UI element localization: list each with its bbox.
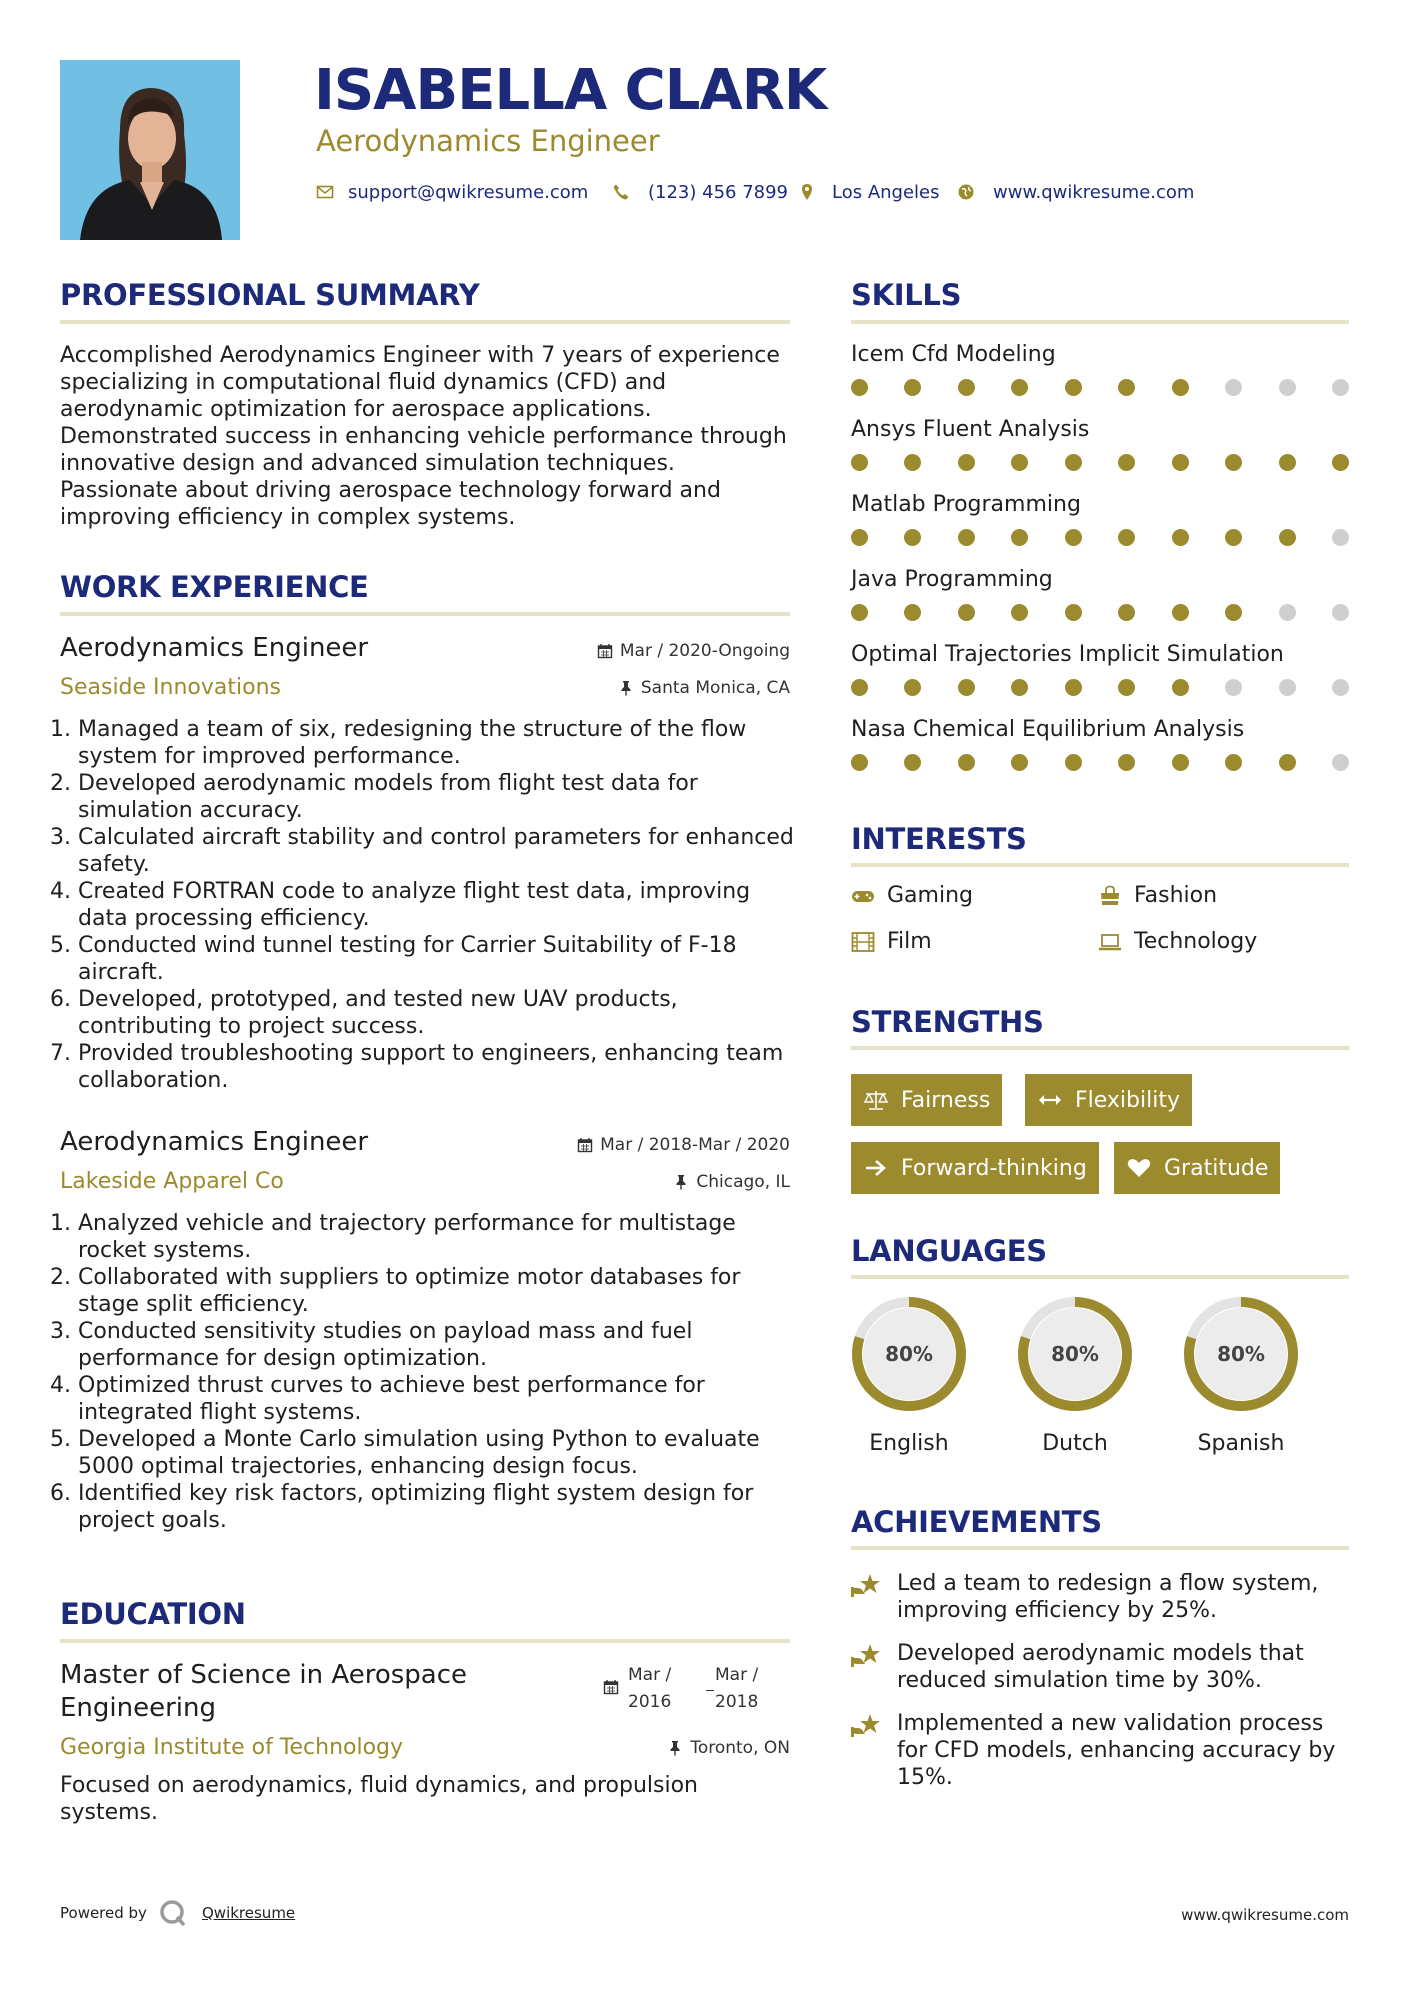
achievement-text: Implemented a new validation process for CFD models, enhancing accuracy by 15%. — [897, 1711, 1336, 1790]
language-name: Dutch — [1042, 1431, 1108, 1456]
language-progress-ring — [848, 1293, 970, 1415]
rating-dot-filled — [1279, 529, 1296, 546]
rating-dot-filled — [958, 529, 975, 546]
list-item: 2. Developed aerodynamic models from flight test data for simulation accuracy. — [78, 770, 798, 824]
rating-dot-filled — [1172, 454, 1189, 471]
skills-heading: SKILLS — [851, 278, 962, 312]
education-heading: EDUCATION — [60, 1597, 246, 1631]
education-end-date — [715, 1662, 758, 1716]
skill-rating — [851, 379, 1349, 396]
candidate-name: ISABELLA CLARK — [314, 58, 827, 123]
rating-dot-filled — [1011, 604, 1028, 621]
skill-rating — [851, 679, 1349, 696]
skill-rating — [851, 454, 1349, 471]
interest-label: Technology — [1134, 929, 1258, 954]
rating-dot-filled — [958, 604, 975, 621]
skill-rating — [851, 529, 1349, 546]
rating-dot-filled — [1172, 379, 1189, 396]
start-month: Mar / — [628, 1665, 672, 1685]
rating-dot-filled — [1172, 679, 1189, 696]
education-location — [480, 1738, 790, 1758]
strength-chip — [851, 1142, 1099, 1194]
education-divider — [60, 1639, 790, 1643]
rating-dot-filled — [851, 604, 868, 621]
degree-title-line1: Master of Science in Aerospace — [60, 1660, 468, 1690]
rating-dot-filled — [1065, 379, 1082, 396]
website-text: www.qwikresume.com — [993, 181, 1195, 203]
rating-dot-filled — [1011, 529, 1028, 546]
rating-dot-filled — [1225, 454, 1242, 471]
rating-dot-filled — [1118, 529, 1135, 546]
rating-dot-filled — [1065, 604, 1082, 621]
skill-name: Java Programming — [851, 567, 1053, 592]
end-month: Mar / — [715, 1665, 759, 1685]
phone-text: (123) 456 7899 — [648, 181, 789, 203]
envelope-icon — [316, 183, 334, 201]
list-item: 5. Conducted wind tunnel testing for Carrier Suitability of F-18 aircraft. — [78, 932, 798, 986]
rating-dot-empty — [1225, 379, 1242, 396]
language-progress-ring — [1180, 1293, 1302, 1415]
interest-item — [1098, 929, 1257, 954]
job-dates — [480, 641, 790, 661]
rating-dot-filled — [1225, 529, 1242, 546]
rating-dot-filled — [1065, 679, 1082, 696]
rating-dot-filled — [958, 454, 975, 471]
star-hand-icon — [851, 1572, 883, 1600]
rating-dot-filled — [1279, 454, 1296, 471]
rating-dot-filled — [1118, 379, 1135, 396]
contact-location — [798, 180, 940, 204]
achievements-heading: ACHIEVEMENTS — [851, 1505, 1102, 1539]
rating-dot-filled — [1118, 754, 1135, 771]
skills-divider — [851, 320, 1349, 324]
rating-dot-filled — [1118, 454, 1135, 471]
arrows-horizontal-icon — [1037, 1089, 1063, 1111]
shopping-bag-icon — [1098, 885, 1122, 907]
phone-icon — [612, 183, 630, 201]
rating-dot-filled — [851, 754, 868, 771]
rating-dot-empty — [1332, 754, 1349, 771]
rating-dot-filled — [1011, 679, 1028, 696]
rating-dot-filled — [851, 454, 868, 471]
calendar-icon — [577, 1137, 593, 1153]
language-item — [1180, 1293, 1302, 1456]
summary-divider — [60, 320, 790, 324]
achievement-text: Developed aerodynamic models that reduced simulation time by 30%. — [897, 1641, 1304, 1693]
list-item: 1. Managed a team of six, redesigning the structure of the flow system for improved performance. — [78, 716, 798, 770]
interest-label: Fashion — [1134, 883, 1218, 908]
skill-name: Ansys Fluent Analysis — [851, 417, 1090, 442]
balance-scale-icon — [863, 1089, 889, 1111]
degree-title-line2: Engineering — [60, 1693, 216, 1723]
skill-name: Nasa Chemical Equilibrium Analysis — [851, 717, 1245, 742]
skill-row — [851, 492, 1349, 567]
strength-label: Forward-thinking — [901, 1155, 1087, 1181]
language-percent: 80% — [1217, 1342, 1265, 1366]
skill-row — [851, 642, 1349, 717]
rating-dot-filled — [1172, 604, 1189, 621]
skill-row — [851, 342, 1349, 417]
job-location-text: Santa Monica, CA — [640, 678, 790, 698]
rating-dot-filled — [1118, 679, 1135, 696]
strengths-heading: STRENGTHS — [851, 1005, 1044, 1039]
language-item — [1014, 1293, 1136, 1456]
list-item: 7. Provided troubleshooting support to engineers, enhancing team collaboration. — [78, 1040, 798, 1094]
rating-dot-filled — [904, 679, 921, 696]
rating-dot-filled — [1172, 754, 1189, 771]
rating-dot-filled — [1065, 754, 1082, 771]
experience-divider — [60, 612, 790, 616]
job-title: Aerodynamics Engineer — [60, 633, 369, 663]
list-item: 5. Developed a Monte Carlo simulation using Python to evaluate 5000 optimal trajectories, enhancing design focus. — [78, 1426, 798, 1480]
interest-item — [851, 883, 973, 908]
star-hand-icon — [851, 1642, 883, 1670]
list-item: 6. Identified key risk factors, optimizing flight system design for project goals. — [78, 1480, 798, 1534]
rating-dot-filled — [1065, 529, 1082, 546]
languages-divider — [851, 1275, 1349, 1279]
interests-heading: INTERESTS — [851, 822, 1027, 856]
skill-row — [851, 417, 1349, 492]
interest-label: Gaming — [887, 883, 973, 908]
achievements-divider — [851, 1546, 1349, 1550]
qwikresume-link[interactable]: Qwikresume — [202, 1904, 296, 1922]
location-text: Los Angeles — [832, 181, 940, 203]
globe-icon — [957, 183, 975, 201]
rating-dot-filled — [851, 679, 868, 696]
language-item — [848, 1293, 970, 1456]
achievement-text: Led a team to redesign a flow system, improving efficiency by 25%. — [897, 1571, 1319, 1623]
job-responsibilities — [60, 716, 798, 1094]
list-item: 3. Calculated aircraft stability and control parameters for enhanced safety. — [78, 824, 798, 878]
rating-dot-filled — [958, 679, 975, 696]
arrow-right-icon — [863, 1157, 889, 1179]
achievement-item — [851, 1640, 1349, 1694]
education-description: Focused on aerodynamics, fluid dynamics, and propulsion systems. — [60, 1773, 698, 1825]
skill-rating — [851, 604, 1349, 621]
pushpin-icon — [667, 1740, 683, 1756]
strength-chip — [1114, 1142, 1280, 1194]
strengths-divider — [851, 1046, 1349, 1050]
rating-dot-empty — [1332, 379, 1349, 396]
powered-by-label: Powered by — [60, 1904, 147, 1922]
interests-divider — [851, 863, 1349, 867]
skill-name: Optimal Trajectories Implicit Simulation — [851, 642, 1284, 667]
rating-dot-filled — [1172, 529, 1189, 546]
job-location — [480, 1172, 790, 1192]
skill-row — [851, 717, 1349, 792]
rating-dot-filled — [1225, 604, 1242, 621]
rating-dot-filled — [1225, 754, 1242, 771]
list-item: 6. Developed, prototyped, and tested new UAV products, contributing to project success. — [78, 986, 798, 1040]
language-name: English — [869, 1431, 949, 1456]
rating-dot-filled — [958, 754, 975, 771]
list-item: 4. Optimized thrust curves to achieve best performance for integrated flight systems. — [78, 1372, 798, 1426]
rating-dot-filled — [1332, 454, 1349, 471]
languages-heading: LANGUAGES — [851, 1234, 1047, 1268]
rating-dot-empty — [1279, 604, 1296, 621]
list-item: 2. Collaborated with suppliers to optimize motor databases for stage split efficiency. — [78, 1264, 798, 1318]
strength-chip — [851, 1074, 1002, 1126]
rating-dot-empty — [1332, 529, 1349, 546]
achievement-item — [851, 1570, 1349, 1624]
rating-dot-filled — [904, 454, 921, 471]
pushpin-icon — [618, 680, 634, 696]
rating-dot-filled — [904, 604, 921, 621]
rating-dot-filled — [1118, 604, 1135, 621]
email-text: support@qwikresume.com — [348, 181, 589, 203]
list-item: 3. Conducted sensitivity studies on payload mass and fuel performance for design optimization. — [78, 1318, 798, 1372]
job-title: Aerodynamics Engineer — [60, 1127, 369, 1157]
skills-list — [851, 342, 1349, 792]
job-dates — [480, 1135, 790, 1155]
contact-phone[interactable] — [612, 180, 788, 204]
interest-label: Film — [887, 929, 932, 954]
person-silhouette-icon — [60, 60, 240, 240]
experience-heading: WORK EXPERIENCE — [60, 570, 369, 604]
calendar-icon — [603, 1679, 619, 1695]
rating-dot-filled — [851, 529, 868, 546]
contact-email[interactable] — [316, 180, 588, 204]
pushpin-icon — [673, 1174, 689, 1190]
language-name: Spanish — [1197, 1431, 1285, 1456]
skill-name: Matlab Programming — [851, 492, 1081, 517]
footer-website-link[interactable]: www.qwikresume.com — [1181, 1906, 1349, 1924]
rating-dot-filled — [1011, 754, 1028, 771]
start-year: 2016 — [628, 1692, 672, 1712]
map-marker-icon — [798, 183, 816, 201]
skill-name: Icem Cfd Modeling — [851, 342, 1056, 367]
end-year: 2018 — [715, 1692, 759, 1712]
film-icon — [851, 931, 875, 953]
profile-photo — [60, 60, 240, 240]
star-hand-icon — [851, 1712, 883, 1740]
job-dates-text: Mar / 2020-Ongoing — [619, 641, 790, 661]
rating-dot-filled — [1279, 754, 1296, 771]
skill-rating — [851, 754, 1349, 771]
rating-dot-filled — [1011, 454, 1028, 471]
job-location-text: Chicago, IL — [696, 1172, 790, 1192]
language-percent: 80% — [885, 1342, 933, 1366]
rating-dot-filled — [904, 379, 921, 396]
rating-dot-filled — [904, 529, 921, 546]
rating-dot-filled — [1065, 454, 1082, 471]
rating-dot-empty — [1279, 379, 1296, 396]
list-item: 1. Analyzed vehicle and trajectory performance for multistage rocket systems. — [78, 1210, 798, 1264]
job-dates-text: Mar / 2018-Mar / 2020 — [600, 1135, 790, 1155]
rating-dot-empty — [1332, 604, 1349, 621]
company-name: Seaside Innovations — [60, 675, 281, 700]
rating-dot-empty — [1279, 679, 1296, 696]
candidate-role: Aerodynamics Engineer — [316, 124, 660, 158]
rating-dot-filled — [904, 754, 921, 771]
job-responsibilities — [60, 1210, 798, 1534]
school-name: Georgia Institute of Technology — [60, 1735, 404, 1760]
rating-dot-filled — [958, 379, 975, 396]
language-percent: 80% — [1051, 1342, 1099, 1366]
strength-label: Fairness — [901, 1087, 991, 1113]
languages-list — [848, 1293, 1348, 1473]
strength-label: Gratitude — [1164, 1155, 1269, 1181]
heart-icon — [1126, 1157, 1152, 1179]
qwikresume-logo-icon — [158, 1898, 188, 1928]
interest-item — [1098, 883, 1217, 908]
interest-item — [851, 929, 932, 954]
education-location-text: Toronto, ON — [690, 1738, 790, 1758]
date-separator — [706, 1690, 714, 1691]
rating-dot-empty — [1225, 679, 1242, 696]
skill-row — [851, 567, 1349, 642]
calendar-icon — [597, 643, 613, 659]
laptop-icon — [1098, 931, 1122, 953]
rating-dot-filled — [1011, 379, 1028, 396]
contact-website[interactable] — [957, 180, 1194, 204]
education-start-date — [628, 1662, 671, 1716]
strength-label: Flexibility — [1075, 1087, 1180, 1113]
company-name: Lakeside Apparel Co — [60, 1169, 284, 1194]
job-location — [480, 678, 790, 698]
strength-chip — [1025, 1074, 1192, 1126]
summary-heading: PROFESSIONAL SUMMARY — [60, 278, 480, 312]
gamepad-icon — [851, 885, 875, 907]
list-item: 4. Created FORTRAN code to analyze flight test data, improving data processing efficiency. — [78, 878, 798, 932]
summary-text: Accomplished Aerodynamics Engineer with 7 years of experience specializing in computational fluid dynamics (CFD) and aerodynamic optimization for aerospace applications. Demonstrated success in enhancing vehicle performance through innovative design and advanced simulation techniques. Passionate about driving aerospace technology forward and improving efficiency in complex systems. — [60, 343, 787, 530]
rating-dot-empty — [1332, 679, 1349, 696]
achievement-item — [851, 1710, 1349, 1791]
language-progress-ring — [1014, 1293, 1136, 1415]
rating-dot-filled — [851, 379, 868, 396]
